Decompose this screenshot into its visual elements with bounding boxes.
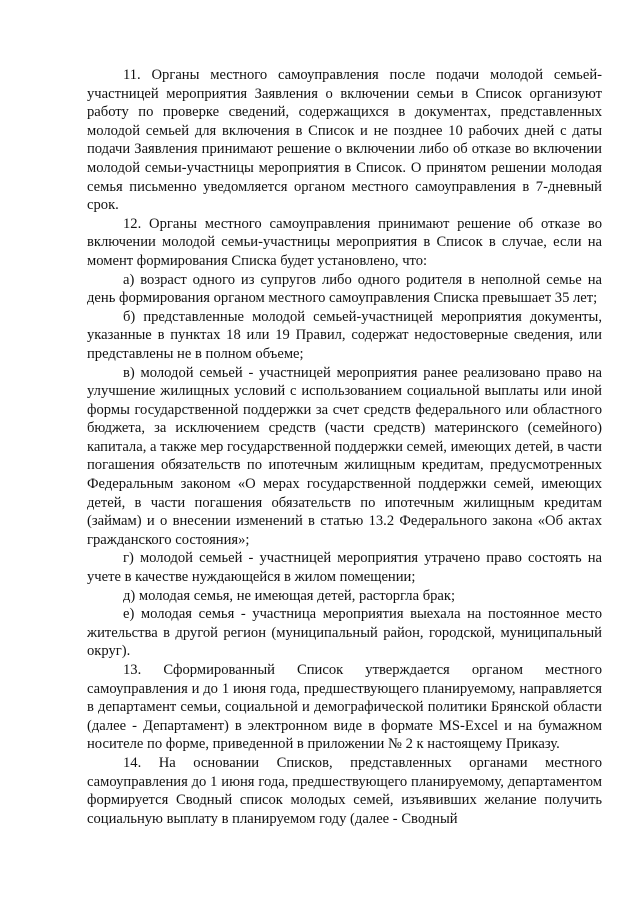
paragraph-12-item-d: д) молодая семья, не имеющая детей, расторгла брак; [123, 587, 456, 604]
document-page [87, 66, 602, 828]
paragraph-13: 13. Сформированный Список утверждается органом местного самоуправления и до 1 июня года, предшествующего планируемому, направляется в департамент семьи, социальной и демографической политики Брянской области (далее - Департамент) в электронном виде в формате MS-Excel и на бумажном носителе по форме, приведенной в приложении № 2 к настоящему Приказу. [87, 662, 602, 753]
paragraph-12-item-b: б) представленные молодой семьей-участницей мероприятия документы, указанные в пунктах 18 или 19 Правил, содержат недостоверные сведения, или представлены не в полном объеме; [87, 308, 602, 362]
paragraph-12-item-a: а) возраст одного из супругов либо одного родителя в неполной семье на день формирования органом местного самоуправления Списка превышает 35 лет; [87, 271, 602, 307]
paragraph-11: 11. Органы местного самоуправления после подачи молодой семьей-участницей мероприятия Заявления о включении семьи в Список организуют работу по проверке сведений, содержащихся в документах, представленных молодой семьей для включения в Список и не позднее 10 рабочих дней с даты подачи Заявления принимают решение о включении либо об отказе во включении молодой семьи-участницы мероприятия в Список. О принятом решении молодая семья письменно уведомляется органом местного самоуправления в 7-дневный срок. [87, 67, 602, 214]
paragraph-12: 12. Органы местного самоуправления принимают решение об отказе во включении молодой семьи-участницы мероприятия в Список в случае, если на момент формирования Списка будет установлено, что: [87, 215, 602, 269]
paragraph-12-item-e: е) молодая семья - участница мероприятия выехала на постоянное место жительства в другой регион (муниципальный район, городской, муниципальный округ). [87, 606, 602, 660]
paragraph-14: 14. На основании Списков, представленных органами местного самоуправления до 1 июня года, предшествующего планируемому, департаментом формируется Сводный список молодых семей, изъявивших желание получить социальную выплату в планируемом году (далее - Сводный [87, 754, 602, 827]
paragraph-12-item-v: в) молодой семьей - участницей мероприятия ранее реализовано право на улучшение жилищных условий с использованием социальной выплаты или иной формы государственной поддержки за счет средств федерального или областного бюджета, за исключением средств (части средств) материнского (семейного) капитала, а также мер государственной поддержки семей, имеющих детей, в части погашения обязательств по ипотечным жилищным кредитам, предусмотренных Федеральным законом «О мерах государственной поддержки семей, имеющих детей, в части погашения обязательств по ипотечным жилищным кредитам (займам) и о внесении изменений в статью 13.2 Федерального закона «Об актах гражданского состояния»; [87, 364, 602, 548]
paragraph-12-item-g: г) молодой семьей - участницей мероприятия утрачено право состоять на учете в качестве нуждающейся в жилом помещении; [87, 550, 602, 586]
